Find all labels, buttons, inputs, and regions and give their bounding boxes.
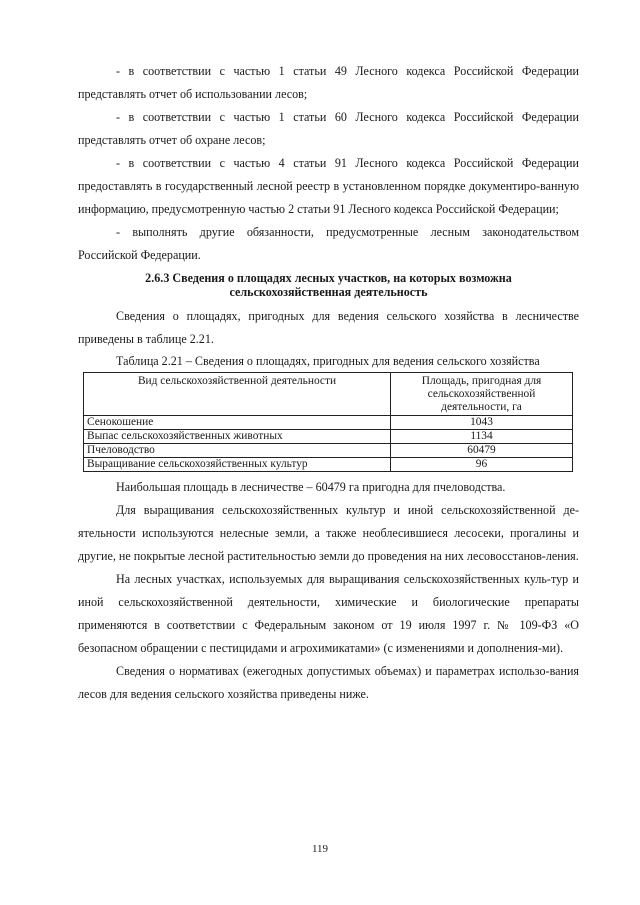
paragraph-nonforest-lands: Для выращивания сельскохозяйственных культур и иной сельскохозяйственной де-ятельности используются нелесные земли, а также необлесившиеся лесосеки, прогалины и другие, не покрытые лесной растительностью земли до проведения на них лесовосстанов-ления. [78,503,579,563]
page-number: 119 [311,843,329,855]
column-header-activity: Вид сельскохозяйственной деятельности [84,373,391,416]
table-row [84,458,573,472]
paragraph-other-obligations: - выполнять другие обязанности, предусмотренные лесным законодательством Российской Федерации. [78,225,579,262]
paragraph-chemicals-law: На лесных участках, используемых для выращивания сельскохозяйственных куль-тур и иной сельскохозяйственной деятельности, химические и биологические препараты применяются в соответствии с Федеральным законом от 19 июля 1997 г. № 109-ФЗ «О безопасном обращении с пестицидами и агрохимикатами» (с изменениями и дополнения-ми). [78,572,579,655]
table-header-row [84,373,573,416]
paragraph-table-intro: Сведения о площадях, пригодных для ведения сельского хозяйства в лесничестве приведены в таблице 2.21. [78,309,579,346]
cell-area: 1043 [391,416,573,430]
paragraph-forest-registry: - в соответствии с частью 4 статьи 91 Лесного кодекса Российской Федерации предоставлять в государственный лесной реестр в установленном порядке документиро-ванную информацию, предусмотренную частью 2 статьи 91 Лесного кодекса Российской Федерации; [78,156,579,216]
column-header-area: Площадь, пригодная для сельскохозяйственной деятельности, га [391,373,573,416]
section-heading: 2.6.3 Сведения о площадях лесных участков, на которых возможна сельскохозяйственная деятельность [145,271,512,299]
cell-activity: Пчеловодство [84,444,391,458]
agriculture-area-table [83,372,573,472]
table-row [84,416,573,430]
cell-activity: Выпас сельскохозяйственных животных [84,430,391,444]
paragraph-largest-area: Наибольшая площадь в лесничестве – 60479 га пригодна для пчеловодства. [116,480,506,494]
table-caption: Таблица 2.21 – Сведения о площадях, пригодных для ведения сельского хозяйства [116,354,540,368]
cell-activity: Сенокошение [84,416,391,430]
cell-area: 60479 [391,444,573,458]
paragraph-report-forest-protection: - в соответствии с частью 1 статьи 60 Лесного кодекса Российской Федерации представлять отчет об охране лесов; [78,110,579,147]
table-row [84,444,573,458]
paragraph-norms-reference: Сведения о нормативах (ежегодных допустимых объемах) и параметрах использо-вания лесов для ведения сельского хозяйства приведены ниже. [78,664,579,701]
cell-activity: Выращивание сельскохозяйственных культур [84,458,391,472]
cell-area: 96 [391,458,573,472]
paragraph-report-forest-use: - в соответствии с частью 1 статьи 49 Лесного кодекса Российской Федерации представлять отчет об использовании лесов; [78,64,579,101]
cell-area: 1134 [391,430,573,444]
document-page [78,60,579,706]
table-row [84,430,573,444]
